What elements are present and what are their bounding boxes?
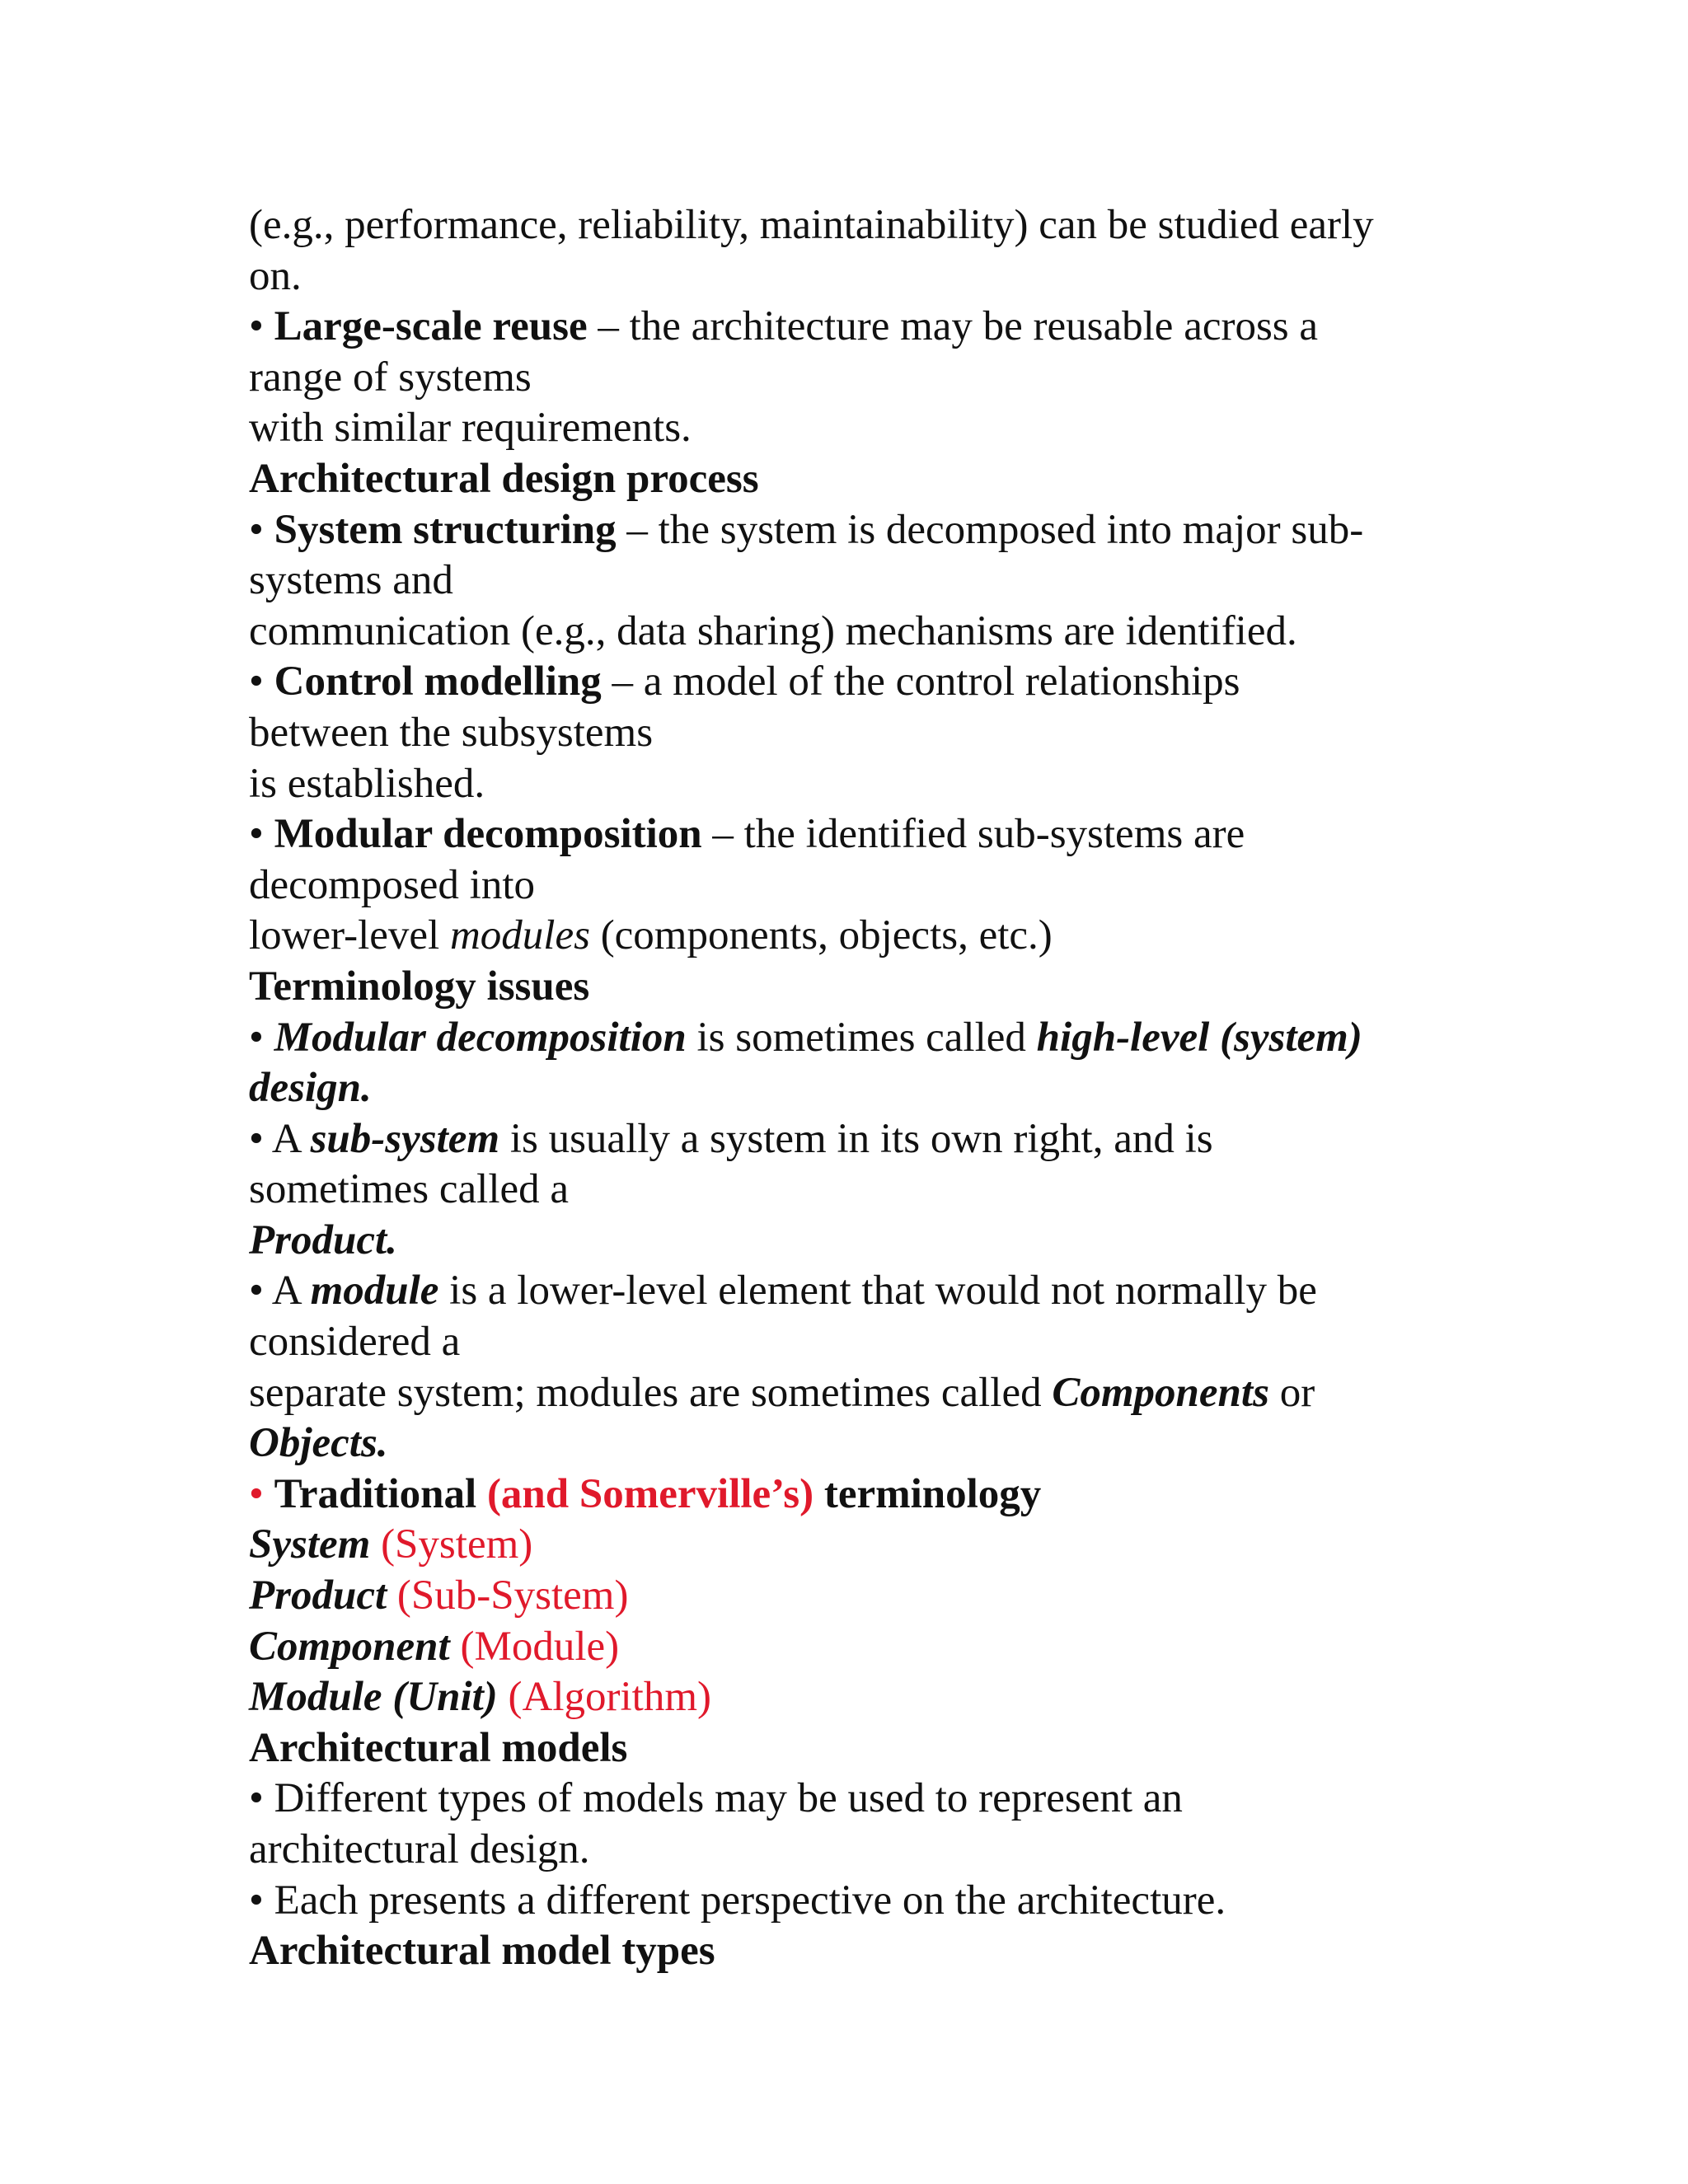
text-segment: • Different types of models may be used to represent an: [249, 1775, 1183, 1822]
text-segment: architectural design.: [249, 1826, 590, 1872]
text-segment: design.: [249, 1065, 372, 1112]
text-segment: • A: [249, 1115, 311, 1162]
text-line: [249, 1216, 1452, 1267]
text-line: [249, 1165, 1452, 1216]
text-line: [249, 708, 1452, 759]
text-segment: Large-scale reuse: [274, 303, 588, 350]
text-segment: between the subsystems: [249, 709, 654, 756]
text-segment: modules: [449, 912, 590, 959]
text-segment: Architectural model types: [249, 1928, 715, 1975]
text-segment: Control modelling: [274, 658, 602, 705]
text-line: [249, 1418, 1452, 1469]
text-segment: • Each presents a different perspective on the architecture.: [249, 1877, 1226, 1924]
text-segment: Architectural design process: [249, 455, 759, 502]
text-segment: is a lower-level element that would not normally be: [438, 1268, 1317, 1315]
text-segment: •: [249, 1014, 274, 1061]
text-segment: or: [1268, 1369, 1315, 1416]
text-segment: considered a: [249, 1319, 461, 1366]
text-line: [249, 1469, 1452, 1521]
text-segment: communication (e.g., data sharing) mechanisms are identified.: [249, 607, 1297, 654]
text-segment: separate system; modules are sometimes called: [249, 1369, 1053, 1416]
text-segment: Product.: [249, 1216, 397, 1263]
text-segment: with similar requirements.: [249, 405, 692, 452]
text-line: [249, 403, 1452, 454]
text-segment: (and Somerville’s): [486, 1470, 814, 1517]
text-line: [249, 1317, 1452, 1368]
text-line: [249, 1368, 1452, 1419]
text-segment: •: [249, 303, 274, 350]
text-segment: (Algorithm): [497, 1674, 711, 1721]
text-line: [249, 1876, 1452, 1927]
text-segment: module: [310, 1268, 439, 1315]
text-segment: Terminology issues: [249, 963, 590, 1010]
text-segment: lower-level: [249, 912, 450, 959]
text-segment: is established.: [249, 760, 485, 807]
text-segment: •: [249, 658, 274, 705]
text-line: [249, 809, 1452, 860]
text-line: [249, 505, 1452, 556]
text-segment: sometimes called a: [249, 1166, 570, 1213]
text-segment: Modular decomposition: [274, 1014, 687, 1061]
text-line: [249, 1266, 1452, 1317]
text-line: [249, 200, 1452, 251]
text-line: [249, 1723, 1452, 1774]
text-segment: (e.g., performance, reliability, maintainability) can be studied early: [249, 202, 1374, 248]
text-segment: – the identified sub-systems are: [701, 811, 1245, 858]
text-segment: is sometimes called: [686, 1014, 1037, 1061]
text-segment: (components, objects, etc.): [589, 912, 1053, 959]
text-line: [249, 607, 1452, 658]
text-segment: • A: [249, 1268, 311, 1315]
text-segment: •: [249, 811, 274, 858]
text-line: [249, 657, 1452, 708]
document-body: [249, 200, 1452, 1977]
text-line: [249, 1520, 1452, 1571]
text-line: [249, 1672, 1452, 1723]
text-line: [249, 1825, 1452, 1876]
text-segment: Module (Unit): [249, 1674, 498, 1721]
text-line: [249, 759, 1452, 810]
text-line: [249, 1063, 1452, 1114]
text-segment: – the system is decomposed into major sub-: [616, 506, 1364, 553]
text-segment: Architectural models: [249, 1724, 628, 1771]
text-line: [249, 353, 1452, 404]
text-segment: systems and: [249, 557, 453, 604]
text-line: [249, 251, 1452, 302]
text-segment: decomposed into: [249, 861, 536, 908]
text-segment: •: [249, 1470, 274, 1517]
text-segment: is usually a system in its own right, and is: [499, 1115, 1213, 1162]
text-line: [249, 860, 1452, 912]
text-segment: Component: [249, 1623, 450, 1670]
text-line: [249, 1571, 1452, 1622]
text-segment: range of systems: [249, 354, 532, 401]
text-segment: Components: [1052, 1369, 1269, 1416]
text-line: [249, 962, 1452, 1013]
text-line: [249, 302, 1452, 353]
text-segment: – the architecture may be reusable across a: [587, 303, 1319, 350]
text-segment: sub-system: [310, 1115, 500, 1162]
text-segment: (Module): [449, 1623, 620, 1670]
text-line: [249, 1622, 1452, 1673]
text-segment: •: [249, 506, 274, 553]
text-segment: (Sub-System): [387, 1572, 629, 1619]
text-segment: Traditional: [274, 1470, 487, 1517]
text-segment: Product: [249, 1572, 387, 1619]
text-line: [249, 555, 1452, 607]
text-segment: System: [249, 1521, 371, 1568]
text-line: [249, 911, 1452, 962]
text-segment: System structuring: [274, 506, 617, 553]
text-segment: terminology: [814, 1470, 1042, 1517]
text-line: [249, 1013, 1452, 1064]
text-line: [249, 1114, 1452, 1165]
text-line: [249, 1926, 1452, 1977]
text-segment: (System): [370, 1521, 533, 1568]
text-line: [249, 454, 1452, 505]
text-segment: Objects.: [249, 1420, 388, 1467]
text-segment: – a model of the control relationships: [601, 658, 1240, 705]
text-segment: on.: [249, 252, 302, 299]
text-segment: Modular decomposition: [274, 811, 702, 858]
text-segment: high-level (system): [1036, 1014, 1362, 1061]
text-line: [249, 1774, 1452, 1825]
